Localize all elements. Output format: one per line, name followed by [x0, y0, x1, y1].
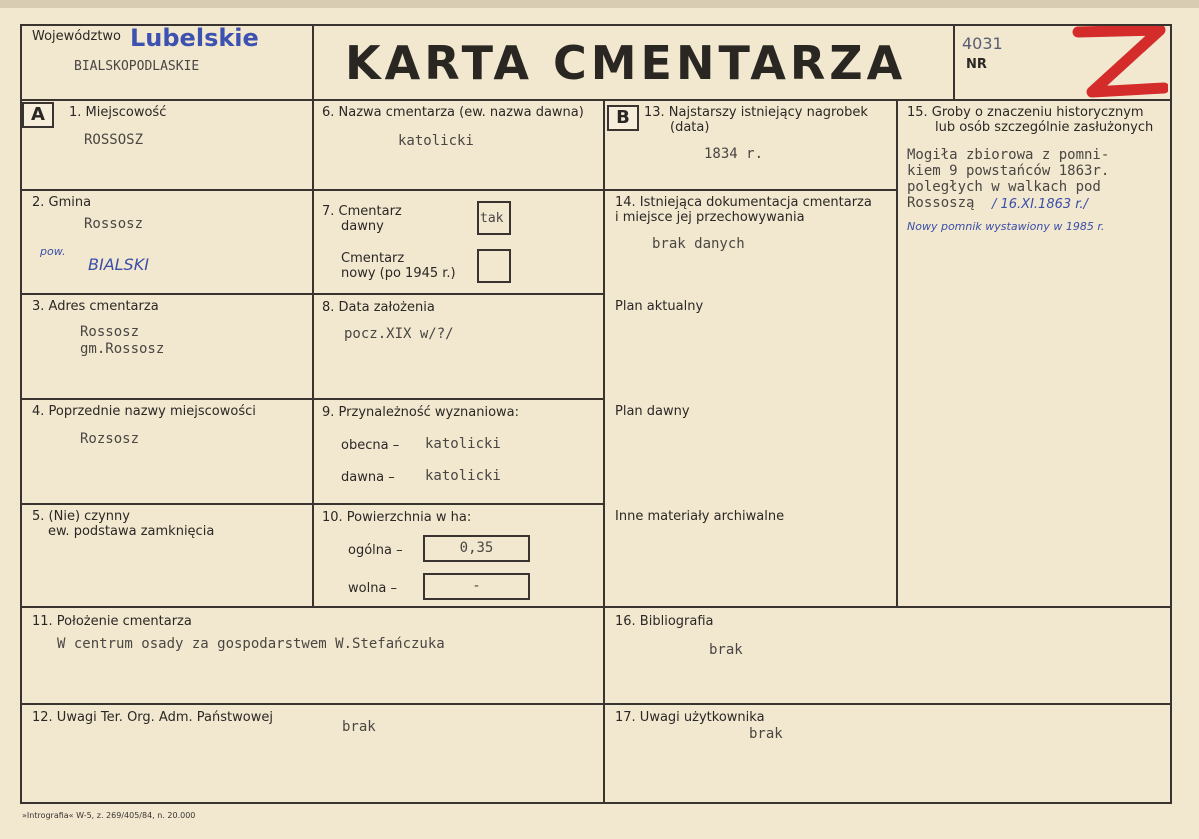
field-14-label: 14. Istniejąca dokumentacja cmentarza	[615, 195, 872, 210]
header-nr-divider	[953, 24, 955, 100]
field-5-label-line2: ew. podstawa zamknięcia	[48, 524, 215, 539]
field-15-label: 15. Groby o znaczeniu historycznym	[907, 105, 1144, 120]
field-2-value: Rossosz	[84, 216, 144, 232]
field-2-hand-prefix: pow.	[40, 245, 66, 258]
print-footer: »Intrografia« W-5, z. 269/405/84, n. 20.000	[22, 811, 196, 820]
field-15-value-line1: Mogiła zbiorowa z pomni-	[907, 147, 1110, 163]
row-divider-6	[20, 703, 1172, 705]
field-16-label: 16. Bibliografia	[615, 614, 714, 629]
field-12-label: 12. Uwagi Ter. Org. Adm. Państwowej	[32, 710, 273, 725]
col-divider-3	[896, 99, 898, 608]
field-7-label-b1: Cmentarz	[341, 251, 405, 266]
wojewodztwo-handwritten: Lubelskie	[130, 24, 259, 52]
field-17-label: 17. Uwagi użytkownika	[615, 710, 765, 725]
plan-aktualny-label: Plan aktualny	[615, 299, 704, 314]
field-13-label-line2: (data)	[670, 120, 710, 135]
field-15-value-line4: Rossoszą	[907, 195, 975, 211]
nr-label: NR	[966, 57, 987, 72]
field-2-label: 2. Gmina	[32, 195, 92, 210]
field-10-wolna-label: wolna –	[348, 581, 398, 596]
field-1-value: ROSSOSZ	[84, 132, 144, 148]
row-divider-4	[20, 503, 604, 505]
row-divider-1b	[604, 189, 897, 191]
checkbox-nowy[interactable]	[477, 249, 511, 283]
field-14-label-line2: i miejsce jej przechowywania	[615, 210, 805, 225]
field-15-hand-date: / 16.XI.1863 r./	[992, 197, 1088, 212]
field-15-value-line3: poległych w walkach pod	[907, 179, 1101, 195]
field-17-value: brak	[749, 726, 783, 742]
field-9-label: 9. Przynależność wyznaniowa:	[322, 405, 520, 420]
header-divider	[20, 99, 1172, 101]
field-8-value: pocz.XIX w/?/	[344, 326, 454, 342]
field-3-value-line1: Rossosz	[80, 324, 140, 340]
z-stamp-mark	[1072, 26, 1168, 100]
field-14-value: brak danych	[652, 236, 745, 252]
field-9-dawna-label: dawna –	[341, 470, 395, 485]
field-11-value: W centrum osady za gospodarstwem W.Stefańczuka	[57, 636, 445, 652]
plan-dawny-label: Plan dawny	[615, 404, 690, 419]
row-divider-5	[20, 606, 1172, 608]
field-9-obecna-label: obecna –	[341, 438, 400, 453]
checkbox-dawny[interactable]	[477, 201, 511, 235]
field-1-label: 1. Miejscowość	[69, 105, 167, 120]
card-title: KARTA CMENTARZA	[345, 36, 907, 90]
field-10-ogolna-label: ogólna –	[348, 543, 403, 558]
field-4-value: Rozsosz	[80, 431, 140, 447]
field-7-label-b2: nowy (po 1945 r.)	[341, 266, 456, 281]
field-13-value: 1834 r.	[704, 146, 764, 162]
row-divider-3	[20, 398, 604, 400]
field-4-label: 4. Poprzednie nazwy miejscowości	[32, 404, 256, 419]
field-12-value: brak	[342, 719, 376, 735]
field-15-value-line2: kiem 9 powstańców 1863r.	[907, 163, 1110, 179]
field-10-wolna-input[interactable]: -	[423, 573, 530, 600]
section-a-badge: A	[22, 102, 54, 128]
field-2-hand-value: BIALSKI	[88, 255, 149, 274]
field-13-label: 13. Najstarszy istniejący nagrobek	[644, 105, 868, 120]
field-11-label: 11. Położenie cmentarza	[32, 614, 192, 629]
field-10-label: 10. Powierzchnia w ha:	[322, 510, 472, 525]
checkbox-dawny-value: tak	[480, 211, 504, 226]
wojewodztwo-typed: BIALSKOPODLASKIE	[74, 59, 200, 74]
field-3-label: 3. Adres cmentarza	[32, 299, 159, 314]
col-divider-2	[603, 99, 605, 804]
field-15-label-line2: lub osób szczególnie zasłużonych	[935, 120, 1154, 135]
section-b-badge: B	[607, 105, 639, 131]
card-top-edge	[0, 0, 1199, 8]
field-5-label: 5. (Nie) czynny	[32, 509, 130, 524]
field-3-value-line2: gm.Rossosz	[80, 341, 165, 357]
field-15-hand-note: Nowy pomnik wystawiony w 1985 r.	[907, 220, 1105, 233]
field-9-obecna-value: katolicki	[425, 436, 501, 452]
field-6-value: katolicki	[398, 133, 474, 149]
field-6-label: 6. Nazwa cmentarza (ew. nazwa dawna)	[322, 105, 584, 120]
row-divider-2	[20, 293, 604, 295]
field-7-label-a1: 7. Cmentarz	[322, 204, 402, 219]
col-divider-1	[312, 24, 314, 608]
inne-materialy-label: Inne materiały archiwalne	[615, 509, 785, 524]
field-7-label-a2: dawny	[341, 219, 384, 234]
nr-handwritten: 4031	[962, 34, 1003, 53]
wojewodztwo-label: Województwo	[32, 29, 122, 44]
field-8-label: 8. Data założenia	[322, 300, 435, 315]
field-10-ogolna-input[interactable]: 0,35	[423, 535, 530, 562]
field-9-dawna-value: katolicki	[425, 468, 501, 484]
row-divider-1	[20, 189, 604, 191]
field-16-value: brak	[709, 642, 743, 658]
